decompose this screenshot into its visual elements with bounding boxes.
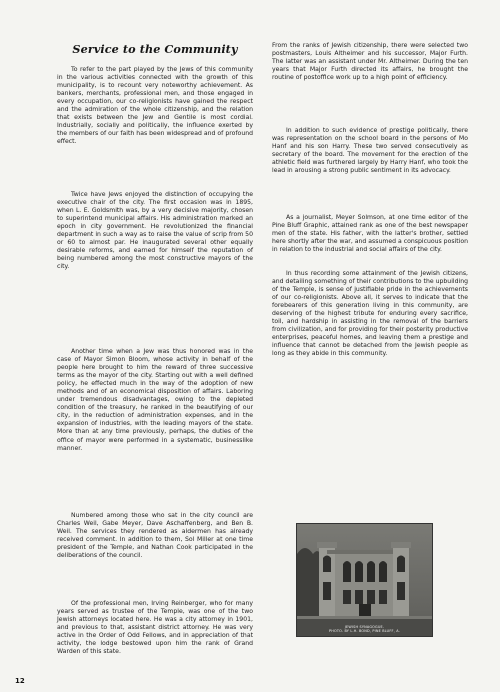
photo-caption-credit: PHOTO. BY L.H. BOND, PINE BLUFF, A. [329, 629, 400, 633]
photo-caption [297, 625, 432, 633]
paragraph-intro: To refer to the part played by the Jews of this community in the various activities connected with the growth of this municipality, is to recount very noteworthy achievement. As bankers, merchants, professional men, and those engaged in every occupation, our co-religionists have gained the respect and the admiration of the whole citizenship, and the relation that exists between the Jew and Gentile is most cordial. Industrially, socially and politically, the influence exerted by the members of our faith has been widespread and of profound effect. [57, 66, 253, 146]
page-number: 12 [15, 677, 25, 685]
article-title: Service to the Community [72, 42, 238, 56]
paragraph-journalist: As a journalist, Meyer Solmson, at one time editor of the Pine Bluff Graphic, attained rank as one of the best newspaper men of the state. His father, with the latter's brother, settled here shortly after the war, and assumed a conspicuous position in relation to the industrial and social affairs of the city. [272, 214, 468, 254]
synagogue-photo [296, 523, 433, 637]
synagogue-illustration [297, 524, 432, 636]
paragraph-professional-men: Of the professional men, Irving Reinberger, who for many years served as trustee of the Temple, was one of the two Jewish attorneys located here. He was a city attorney in 1901, and previous to that, assistant district attorney. He was very active in the Order of Odd Fellows, and in appreciation of that activity, the lodge bestowed upon him the rank of Grand Warden of this state. [57, 600, 253, 656]
paragraph-city-council: Numbered among those who sat in the city council are Charles Weil, Gabe Meyer, Dave Aschaffenberg, and Ben B. Weil. The services they rendered as aldermen has already received comment. In addition to them, Sol Miller at one time president of the Temple, and Nathan Cook participated in the deliberations of the council. [57, 512, 253, 560]
paragraph-mayor-bloom: Another time when a Jew was thus honored was in the case of Mayor Simon Bloom, whose activity in behalf of the people here brought to him the reward of three successive terms as the mayor of the city. Starting out with a well defined policy, he effected much in the way of the adoption of new methods and of an economical disposition of affairs. Laboring under tremendous disadvantages, owing to the depleted condition of the treasury, he ranked in the beautifying of our city, in the reduction of administration expenses, and in the expansion of industries, with the leading mayors of the state. More than at any time previously, perhaps, the duties of the office of mayor were performed in a systematic, businesslike manner. [57, 348, 253, 452]
paragraph-conclusion: In thus recording some attainment of the Jewish citizens, and detailing something of their contributions to the upbuilding of the Temple, is sense of justifiable pride in the achievements of our co-religionists. Above all, it serves to indicate that the forebearers of this generation living in this community, are deserving of the highest tribute for enduring every sacrifice, toil, and hardship in assisting in the removal of the barriers from civilization, and for providing for their posterity productive enterprises, peaceful homes, and leaving them a prestige and influence that cannot be detached from the Jewish people as long as they abide in this community. [272, 270, 469, 358]
paragraph-school-board: In addition to such evidence of prestige politically, there was representation on the school board in the persons of Mo Hanf and his son Harry. These two served consecutively as secretary of the board. The movement for the erection of the athletic field was furthered largely by Harry Hanf, who took the lead in arousing a strong public sentiment in its advocacy. [272, 127, 468, 175]
photo-caption-title: JEWISH SYNAGOGUE. [344, 625, 385, 629]
paragraph-postmasters: From the ranks of Jewish citizenship, there were selected two postmasters, Louis Altheimer and his successor, Major Furth. The latter was an assistant under Mr. Altheimer. During the ten years that Major Furth directed its affairs, he brought the routine of postoffice work up to a high point of efficiency. [272, 42, 468, 82]
paragraph-mayor-goldsmith: Twice have Jews enjoyed the distinction of occupying the executive chair of the city. The first occasion was in 1895, when L. E. Goldsmith was, by a very decisive majority, chosen to superintend municipal affairs. His administration marked an epoch in city government. He revolutionized the financial department in such a way as to raise the value of scrip from 50 or 60 to almost par. He inaugurated several other equally desirable reforms, and earned for himself the reputation of being numbered among the most constructive mayors of the city. [57, 191, 253, 271]
